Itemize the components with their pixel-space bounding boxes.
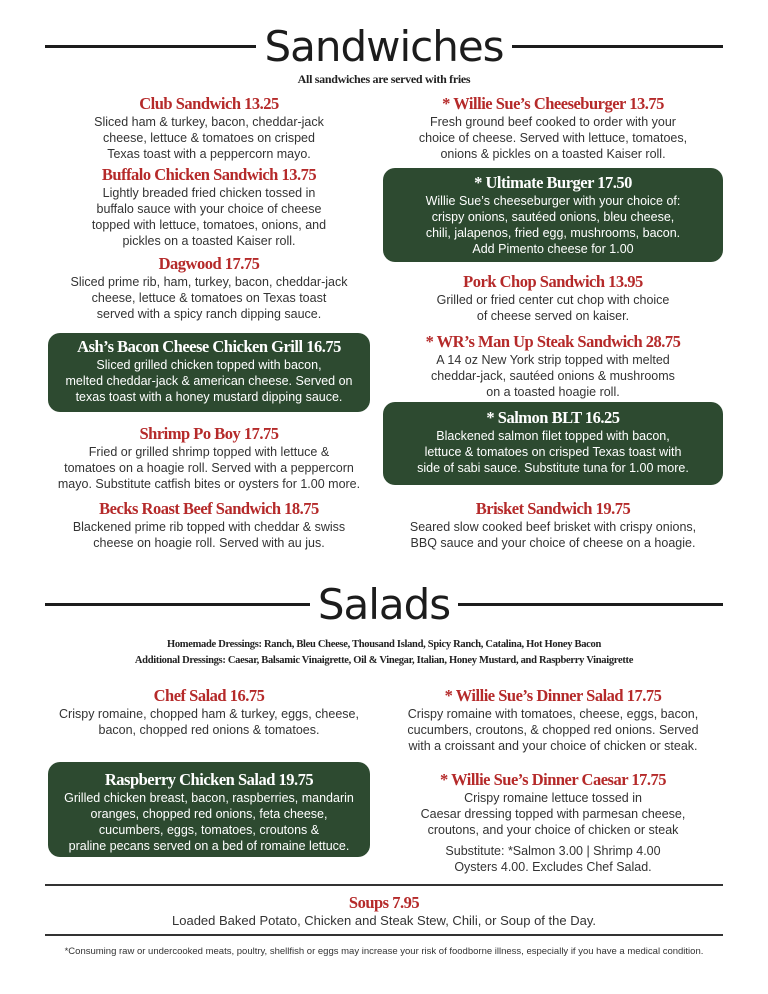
item-desc: Fresh ground beef cooked to order with your choice of cheese. Served with lettuce, tomatoes, onions & pickles on a toasted Kaiser roll. xyxy=(418,115,688,161)
menu-item xyxy=(48,254,370,322)
additional-dressings: Additional Dressings: Caesar, Balsamic Vinaigrette, Oil & Vinegar, Italian, Honey Mustard, and Raspberry Vinaigrette xyxy=(134,655,634,666)
item-desc: Crispy romaine lettuce tossed in Caesar dressing topped with parmesan cheese, croutons, and your choice of chicken or steak xyxy=(420,791,686,837)
divider xyxy=(45,45,256,48)
item-title: Chef Salad 16.75 xyxy=(153,686,265,705)
item-desc: Sliced grilled chicken topped with bacon, melted cheddar-jack & american cheese. Served on texas toast with a honey mustard dipping sauce. xyxy=(65,358,353,404)
soups-title: Soups 7.95 xyxy=(348,893,420,912)
menu-item xyxy=(48,94,370,162)
item-desc: Crispy romaine with tomatoes, cheese, eggs, bacon, cucumbers, croutons, & chopped red onions. Served with a croissant and your choice of chicken or steak. xyxy=(407,707,699,753)
item-desc: Grilled chicken breast, bacon, raspberries, mandarin oranges, chopped red onions, feta cheese, cucumbers, eggs, tomatoes, croutons & praline pecans served on a bed of romaine lettuce. xyxy=(64,791,354,853)
menu-item xyxy=(383,94,723,162)
menu-item-featured xyxy=(48,333,370,412)
item-desc: Crispy romaine, chopped ham & turkey, eggs, cheese, bacon, chopped red onions & tomatoes. xyxy=(59,707,359,737)
footnote: *Consuming raw or undercooked meats, poultry, shellfish or eggs may increase your risk of foodborne illness, especially if you have a medical condition. xyxy=(64,946,704,957)
item-title: Pork Chop Sandwich 13.95 xyxy=(463,272,643,291)
menu-item xyxy=(48,165,370,249)
item-title: * Willie Sue’s Dinner Salad 17.75 xyxy=(444,686,662,705)
item-desc: Seared slow cooked beef brisket with crispy onions, BBQ sauce and your choice of cheese on a hoagie. xyxy=(409,520,697,550)
sandwiches-subtitle: All sandwiches are served with fries xyxy=(297,72,471,86)
soups xyxy=(0,893,768,929)
menu-item-featured xyxy=(48,762,370,857)
item-desc: Grilled or fried center cut chop with choice of cheese served on kaiser. xyxy=(436,293,670,323)
item-title: * WR’s Man Up Steak Sandwich 28.75 xyxy=(425,332,681,351)
substitute-note: Substitute: *Salmon 3.00 | Shrimp 4.00 Oysters 4.00. Excludes Chef Salad. xyxy=(445,844,661,874)
item-title: Raspberry Chicken Salad 19.75 xyxy=(104,770,314,789)
divider xyxy=(45,934,723,936)
menu-item xyxy=(383,272,723,324)
item-title: Becks Roast Beef Sandwich 18.75 xyxy=(99,499,319,518)
item-desc: Sliced ham & turkey, bacon, cheddar-jack cheese, lettuce & tomatoes on crisped Texas toast with a peppercorn mayo. xyxy=(94,115,324,161)
item-desc: A 14 oz New York strip topped with melted cheddar-jack, sautéed onions & mushrooms on a toasted hoagie roll. xyxy=(431,353,675,399)
divider xyxy=(45,603,310,606)
section-title: Salads xyxy=(317,580,451,629)
item-title: Buffalo Chicken Sandwich 13.75 xyxy=(101,165,317,184)
item-desc: Fried or grilled shrimp topped with lettuce & tomatoes on a hoagie roll. Served with a peppercorn mayo. Substitute catfish bites or oysters for 1.00 more. xyxy=(57,445,361,491)
item-title: * Ultimate Burger 17.50 xyxy=(474,173,632,192)
item-title: * Willie Sue’s Dinner Caesar 17.75 xyxy=(440,770,666,789)
menu-item-featured xyxy=(383,168,723,262)
item-desc: Lightly breaded fried chicken tossed in buffalo sauce with your choice of cheese topped with lettuce, tomatoes, onions, and pickles on a toasted Kaiser roll. xyxy=(91,186,327,248)
menu-item xyxy=(48,424,370,492)
item-title: * Salmon BLT 16.25 xyxy=(486,408,620,427)
menu-item xyxy=(48,686,370,738)
divider xyxy=(512,45,723,48)
sandwiches-header xyxy=(45,22,723,71)
item-title: Dagwood 17.75 xyxy=(158,254,260,273)
menu-item-featured xyxy=(383,402,723,485)
item-title: * Willie Sue’s Cheeseburger 13.75 xyxy=(442,94,664,113)
item-desc: Blackened prime rib topped with cheddar & swiss cheese on hoagie roll. Served with au jus. xyxy=(72,520,346,550)
soups-desc: Loaded Baked Potato, Chicken and Steak Stew, Chili, or Soup of the Day. xyxy=(172,913,596,928)
divider xyxy=(45,884,723,886)
item-desc: Blackened salmon filet topped with bacon, lettuce & tomatoes on crisped Texas toast with side of sabi sauce. Substitute tuna for 1.00 more. xyxy=(417,429,689,475)
menu-item xyxy=(383,770,723,875)
menu-item xyxy=(383,332,723,400)
item-title: Ash’s Bacon Cheese Chicken Grill 16.75 xyxy=(77,337,341,356)
homemade-dressings: Homemade Dressings: Ranch, Bleu Cheese, Thousand Island, Spicy Ranch, Catalina, Hot Honey Bacon xyxy=(166,639,602,650)
menu-item xyxy=(48,499,370,551)
section-title: Sandwiches xyxy=(264,22,504,71)
item-title: Brisket Sandwich 19.75 xyxy=(475,499,631,518)
item-desc: Sliced prime rib, ham, turkey, bacon, cheddar-jack cheese, lettuce & tomatoes on Texas toast served with a spicy ranch dipping sauce. xyxy=(70,275,348,321)
divider xyxy=(458,603,723,606)
item-desc: Willie Sue’s cheeseburger with your choice of: crispy onions, sautéed onions, bleu cheese, chili, jalapenos, fried egg, mushrooms, bacon. Add Pimento cheese for 1.00 xyxy=(425,194,681,256)
item-title: Shrimp Po Boy 17.75 xyxy=(139,424,279,443)
menu-item xyxy=(383,499,723,551)
salads-header xyxy=(45,580,723,629)
menu-item xyxy=(383,686,723,754)
item-title: Club Sandwich 13.25 xyxy=(139,94,279,113)
